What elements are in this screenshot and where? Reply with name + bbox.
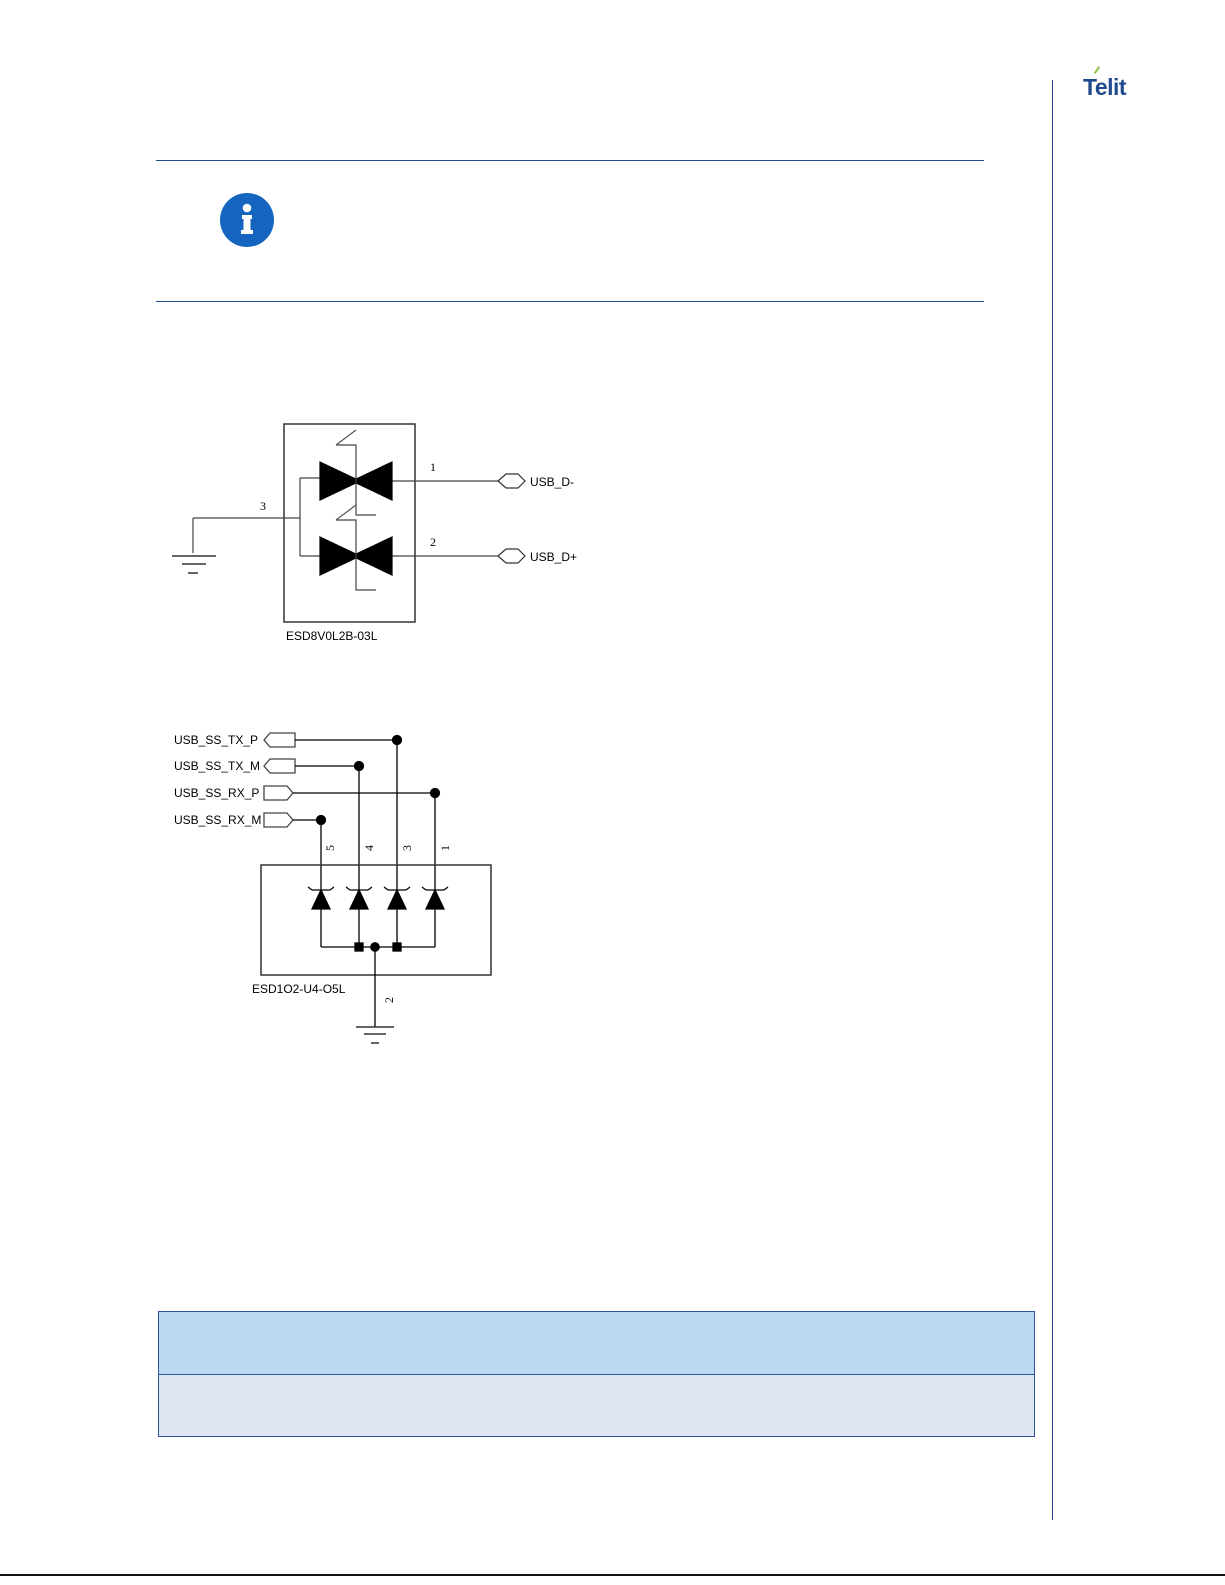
usb-d-plus-label: USB_D+ [530,550,578,564]
pin-3b-label: 3 [400,845,414,851]
esd8v0l2b-circuit [172,424,525,622]
pin-2b-label: 2 [382,997,396,1003]
esd1o2-part-label: ESD1O2-U4-O5L [252,982,346,996]
usb-ss-tx-m-label: USB_SS_TX_M [174,759,261,773]
note-top-rule [156,160,984,161]
pin-1-label: 1 [430,460,436,474]
table-body-row [159,1375,1034,1436]
side-rule [1052,80,1053,1520]
table-header-row [159,1312,1034,1375]
esd1o2-circuit [261,733,491,1043]
pin-5-label: 5 [323,845,337,851]
esd-schematic [160,410,640,1060]
logo-accent [1094,66,1100,74]
pin-3-label: 3 [260,499,266,513]
blue-table [158,1311,1035,1437]
page-bottom-rule [0,1574,1225,1576]
pin-4-label: 4 [362,845,376,851]
note-bottom-rule [156,301,984,302]
pin-1b-label: 1 [438,845,452,851]
info-icon [220,193,274,247]
pin-2-label: 2 [430,535,436,549]
usb-ss-rx-p-label: USB_SS_RX_P [174,786,260,800]
telit-logo: Telit [1083,74,1127,100]
esd8v0l2b-part-label: ESD8V0L2B-03L [286,629,378,643]
usb-ss-rx-m-label: USB_SS_RX_M [174,813,262,827]
usb-ss-tx-p-label: USB_SS_TX_P [174,733,259,747]
usb-d-minus-label: USB_D- [530,475,575,489]
